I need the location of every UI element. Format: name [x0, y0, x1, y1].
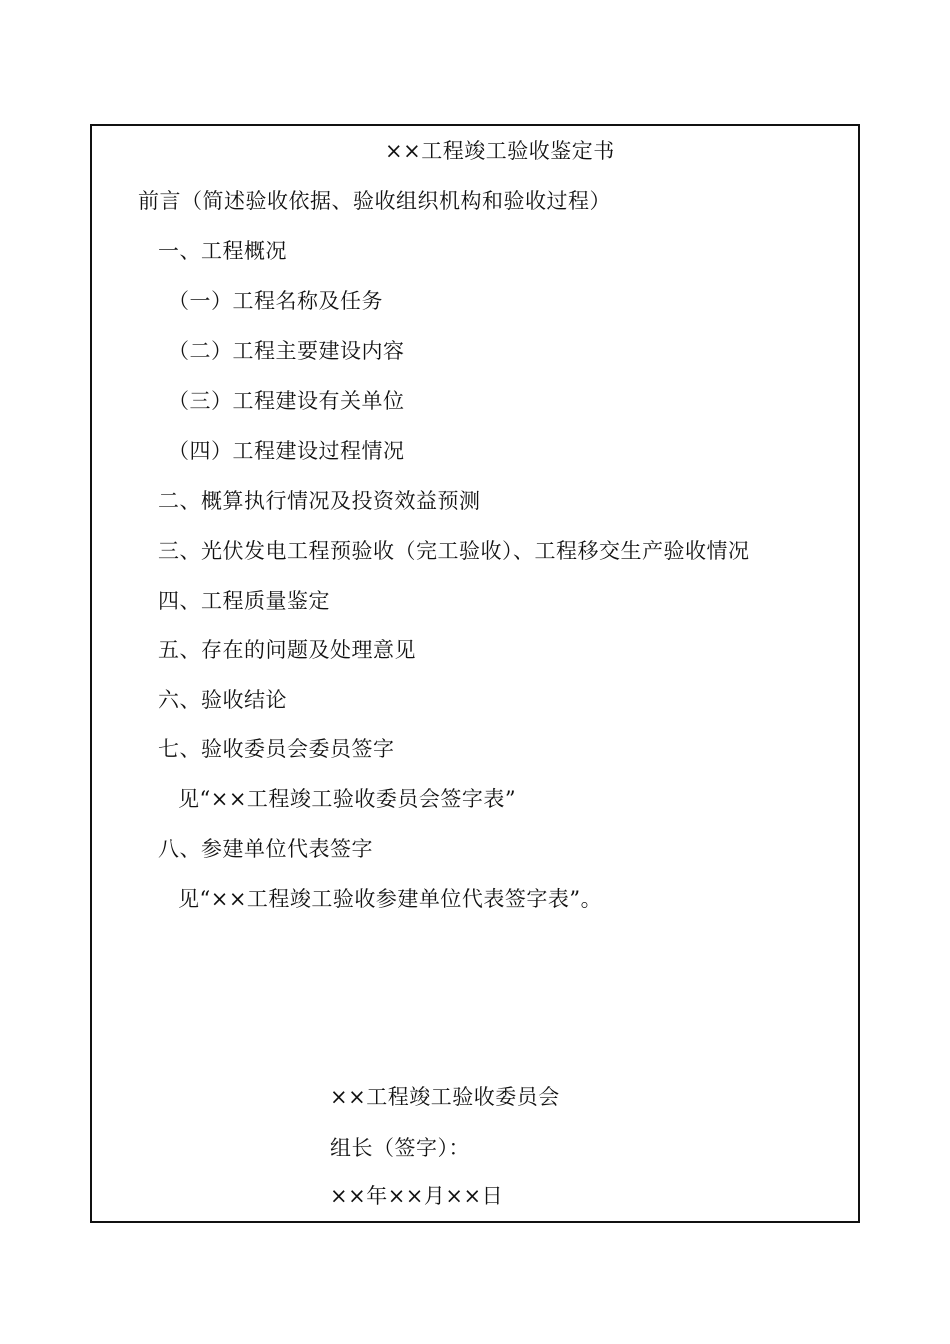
- reference-note: 见“××工程竣工验收委员会签字表”: [178, 787, 517, 811]
- foreword: 前言（简述验收依据、验收组织机构和验收过程）: [138, 189, 611, 213]
- leader-signature-label: 组长（签字）：: [330, 1136, 470, 1160]
- section-heading: 七、验收委员会委员签字: [158, 737, 395, 761]
- section-heading: 六、验收结论: [158, 688, 287, 712]
- document-frame: [90, 124, 860, 1223]
- section-heading: 一、工程概况: [158, 239, 287, 263]
- document-title: ××工程竣工验收鉴定书: [385, 139, 615, 163]
- committee-name: ××工程竣工验收委员会: [330, 1085, 560, 1109]
- subsection-heading: （三）工程建设有关单位: [168, 389, 405, 413]
- section-heading: 八、参建单位代表签字: [158, 837, 373, 861]
- subsection-heading: （二）工程主要建设内容: [168, 339, 405, 363]
- subsection-heading: （四）工程建设过程情况: [168, 439, 405, 463]
- section-heading: 三、光伏发电工程预验收（完工验收）、工程移交生产验收情况: [158, 539, 750, 563]
- reference-note: 见“××工程竣工验收参建单位代表签字表”。: [178, 887, 603, 911]
- section-heading: 二、概算执行情况及投资效益预测: [158, 489, 481, 513]
- subsection-heading: （一）工程名称及任务: [168, 289, 383, 313]
- signature-date: ××年××月××日: [330, 1184, 504, 1208]
- section-heading: 四、工程质量鉴定: [158, 589, 330, 613]
- section-heading: 五、存在的问题及处理意见: [158, 638, 416, 662]
